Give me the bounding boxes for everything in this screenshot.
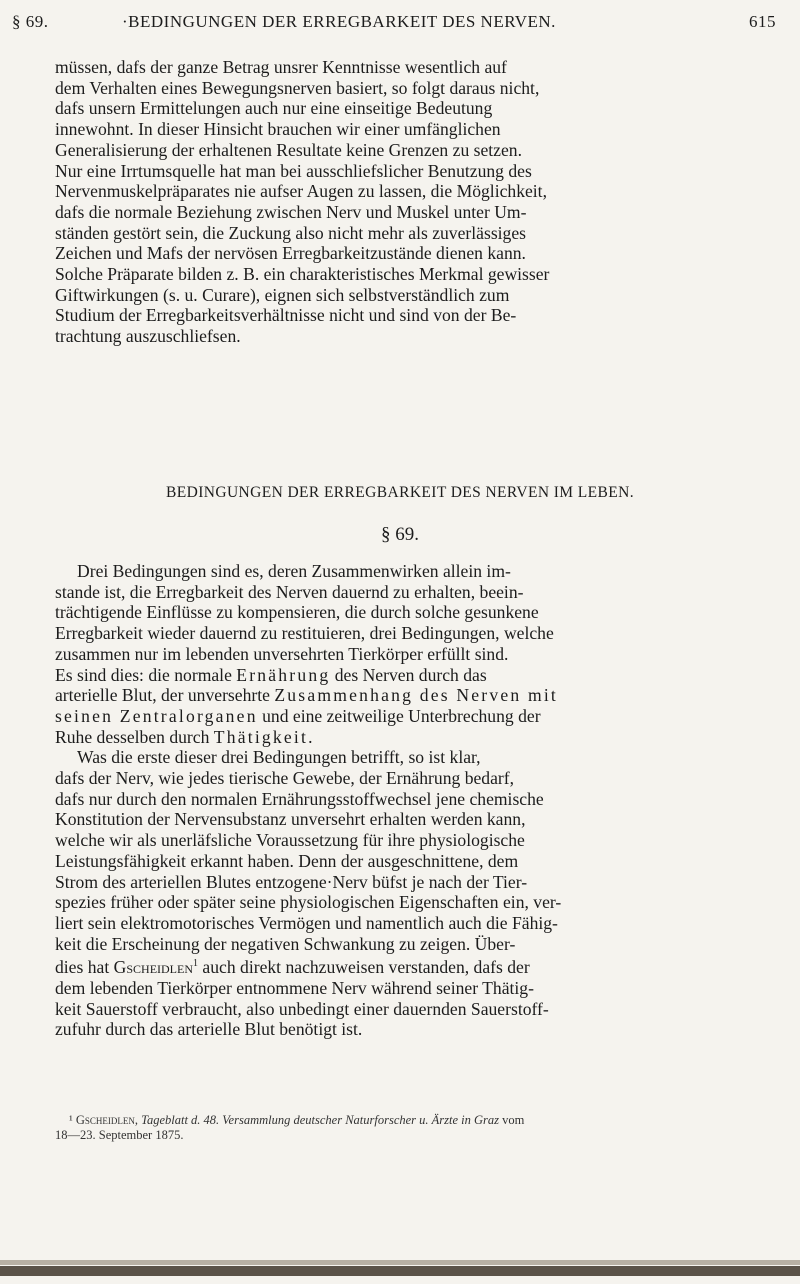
footnote [55, 1113, 773, 1143]
text-line [55, 561, 773, 582]
text-line: Nur eine Irrtumsquelle hat man bei ausschliefslicher Benutzung des [55, 160, 532, 181]
text-line [55, 727, 773, 748]
text-line [55, 706, 773, 727]
paragraph-main [55, 561, 773, 1040]
emphasis-thaetigkeit: Thätigkeit [213, 726, 309, 747]
text-run: , [134, 1113, 142, 1127]
text-line: Solche Präparate bilden z. B. ein charakteristisches Merkmal gewisser [55, 264, 550, 285]
text-run: Es sind dies: die normale [55, 664, 237, 685]
text-run: auch direkt nachzuweisen verstanden, dafs der [198, 957, 530, 978]
text-line: Erregbarkeit wieder dauernd zu restituieren, drei Bedingungen, welche [55, 623, 554, 644]
text-line: Nervenmuskelpräparates nie aufser Augen zu lassen, die Möglichkeit, [55, 181, 547, 202]
text-run: . [308, 726, 313, 747]
text-line: stande ist, die Erregbarkeit des Nerven dauernd zu erhalten, beein- [55, 581, 524, 602]
text-run: arterielle Blut, der unversehrte [55, 685, 275, 706]
text-line: liert sein elektromotorisches Vermögen und namentlich auch die Fähig- [55, 912, 558, 933]
footnote-ref[interactable]: 1 [193, 958, 199, 970]
text-line: spezies früher oder später seine physiologischen Eigenschaften ein, ver- [55, 892, 562, 913]
text-line [55, 665, 773, 686]
text-line: zufuhr durch das arterielle Blut benötigt ist. [55, 1019, 363, 1040]
text-line: müssen, dafs der ganze Betrag unsrer Kenntnisse wesentlich auf [55, 57, 507, 77]
text-run: vom [499, 1113, 525, 1127]
author-name: Gscheidlen [113, 957, 194, 978]
text-line: zusammen nur im lebenden unversehrten Tierkörper erfüllt sind. [55, 643, 509, 664]
emphasis-zusammenhang: Zusammenhang des Nerven mit [274, 685, 559, 706]
running-head-section: § 69. [12, 12, 49, 31]
text-line: innewohnt. In dieser Hinsicht brauchen wir einer umfänglichen [55, 119, 501, 140]
text-line: dem lebenden Tierkörper entnommene Nerv während seiner Thätig- [55, 977, 534, 998]
text-run: Ruhe desselben durch [55, 726, 214, 747]
text-line: Generalisierung der erhaltenen Resultate keine Grenzen zu setzen. [55, 139, 522, 160]
text-line: trachtung auszuschliefsen. [55, 326, 241, 347]
text-line: Konstitution der Nervensubstanz unversehrt erhalten werden kann, [55, 809, 526, 830]
text-line: ständen gestört sein, die Zuckung also nicht mehr als zuverlässiges [55, 222, 527, 243]
page-number: 615 [749, 12, 776, 31]
footnote-mark: ¹ [69, 1113, 73, 1127]
text-line: dafs unsern Ermittelungen auch nur eine einseitige Bedeutung [55, 98, 493, 119]
text-line: keit die Erscheinung der negativen Schwankung zu zeigen. Über- [55, 933, 516, 954]
page-edge-shadow [0, 1260, 800, 1265]
text-line: Zeichen und Mafs der nervösen Erregbarkeitzustände dienen kann. [55, 243, 526, 264]
text-run: des Nerven durch das [330, 664, 487, 685]
text-line: dafs die normale Beziehung zwischen Nerv und Muskel unter Um- [55, 201, 527, 222]
footnote-line [55, 1113, 773, 1128]
text-line [55, 685, 773, 706]
emphasis-ernaehrung: Ernährung [236, 664, 331, 685]
footnote-source: Tageblatt d. 48. Versammlung deutscher Naturforscher u. Ärzte in Graz [141, 1113, 500, 1127]
text-line: Strom des arteriellen Blutes entzogene·Nerv büfst je nach der Tier- [55, 871, 528, 892]
page-bottom-edge [0, 1266, 800, 1276]
running-head-title: ·BEDINGUNGEN DER ERREGBARKEIT DES NERVEN. [122, 12, 556, 31]
footnote-line: 18—23. September 1875. [55, 1128, 184, 1142]
text-line [55, 954, 773, 978]
text-run: Was die erste dieser drei Bedingungen betrifft, so ist klar, [77, 747, 481, 768]
text-line: welche wir als unerläfsliche Voraussetzung für ihre physiologische [55, 830, 525, 851]
text-line: Leistungsfähigkeit erkannt haben. Denn der ausgeschnittene, dem [55, 850, 519, 871]
text-line: Studium der Erregbarkeitsverhältnisse nicht und sind von der Be- [55, 305, 517, 326]
section-number: § 69. [381, 524, 419, 545]
text-run: Drei Bedingungen sind es, deren Zusammenwirken allein im- [77, 561, 511, 581]
text-line: Giftwirkungen (s. u. Curare), eignen sich selbstverständlich zum [55, 284, 510, 305]
text-line: trächtigende Einflüsse zu kompensieren, die durch solche gesunkene [55, 602, 539, 623]
footnote-author: Gscheidlen [75, 1113, 135, 1127]
text-line [55, 747, 773, 768]
text-run: und eine zeitweilige Unterbrechung der [257, 705, 541, 726]
text-line: keit Sauerstoff verbraucht, also unbedingt einer dauernden Sauerstoff- [55, 998, 549, 1019]
text-run: dies hat [55, 957, 114, 978]
section-heading: BEDINGUNGEN DER ERREGBARKEIT DES NERVEN IM LEBEN. [166, 484, 634, 501]
running-head [12, 8, 776, 38]
text-line: dafs nur durch den normalen Ernährungsstoffwechsel jene chemische [55, 788, 544, 809]
text-line: dafs der Nerv, wie jedes tierische Gewebe, der Ernährung bedarf, [55, 768, 515, 789]
text-line: dem Verhalten eines Bewegungsnerven basiert, so folgt daraus nicht, [55, 77, 540, 98]
emphasis-zentralorganen: seinen Zentralorganen [55, 705, 258, 726]
paragraph-intro [55, 57, 773, 347]
